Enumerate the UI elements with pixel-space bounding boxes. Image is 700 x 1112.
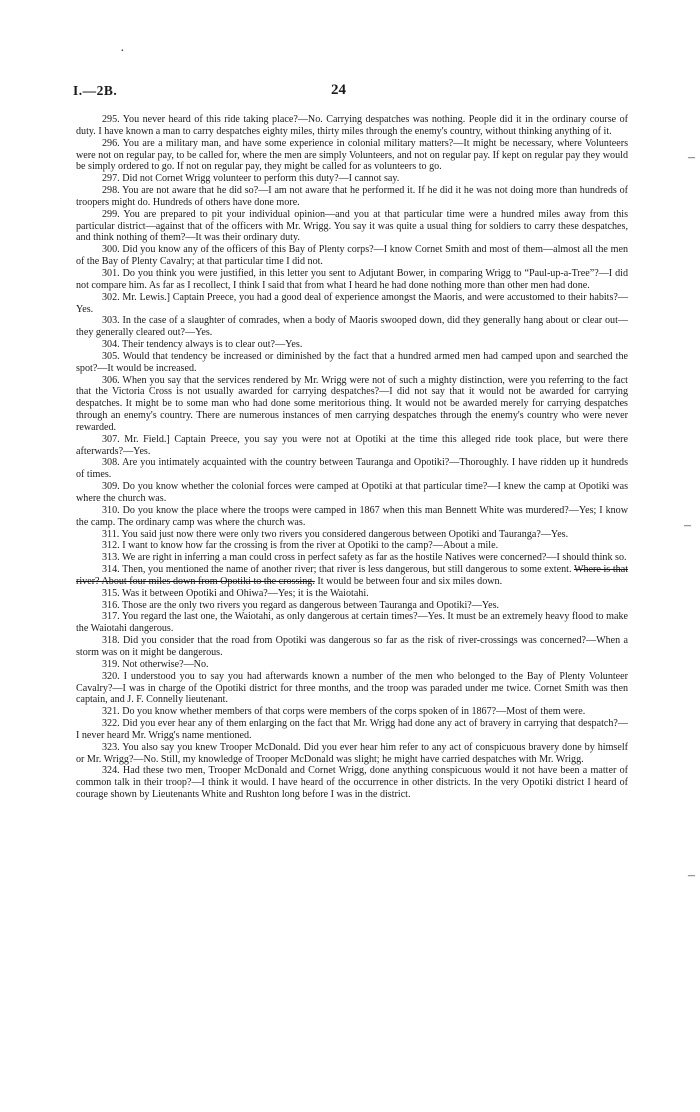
paragraph-301: 301. Do you think you were justified, in this letter you sent to Adjutant Bower, in comparing Wrigg to “Paul-up-a-Tree”?—I did not compare him. As far as I recollect, I think I said that from what I heard he had done nothing more than other men had done. — [76, 267, 628, 291]
margin-dash: – — [688, 868, 695, 883]
paragraph-314-text: 314. Then, you mentioned the name of another river; that river is less dangerous, but still dangerous to some extent. — [102, 564, 572, 576]
struck-through-text: Where is that river? About four miles down from Opotiki to the crossing. — [76, 564, 628, 587]
paragraph-320: 320. I understood you to say you had afterwards known a number of the men who belonged to the Bay of Plenty Volunteer Cavalry?—I was in charge of the Opotiki district for three months, and the troop was paraded under me twice. Cornet Smith was then captain, and J. F. Connelly lieutenant. — [76, 670, 628, 706]
paragraph-311: 311. You said just now there were only two rivers you considered dangerous between Opotiki and Tauranga?—Yes. — [102, 528, 569, 540]
paragraph-312: 312. I want to know how far the crossing is from the river at Opotiki to the camp?—About a mile. — [102, 540, 499, 552]
margin-dash: – — [684, 518, 691, 533]
paragraph-324: 324. Had these two men, Trooper McDonald and Cornet Wrigg, done anything conspicuous would it not have been a matter of common talk in their troop?—I think it would. I have heard of the occurrence in other districts. In the very Opotiki district I heard of courage shown by Lieutenants White and Rushton long before I was in the district. — [76, 765, 628, 801]
paragraph-299: 299. You are prepared to pit your individual opinion—and you at that particular time were a hundred miles away from this particular district—against that of the officers with Mr. Wrigg. You say it was quite a usual thing for soldiers to carry these despatches, and think nothing of them?—It was their ordinary duty. — [76, 208, 628, 244]
paragraph-319: 319. Not otherwise?—No. — [102, 658, 209, 670]
paragraph-318: 318. Did you consider that the road from Opotiki was dangerous so far as the risk of river-crossings was concerned?—When a storm was on it might be dangerous. — [76, 635, 628, 658]
paragraph-314-correction: It would be between four and six miles down. — [317, 575, 503, 587]
paragraph-307: 307. Mr. Field.] Captain Preece, you say you were not at Opotiki at the time this alleged ride took place, but were there afterwards?—Yes. — [76, 433, 628, 457]
series-label: I.—2B. — [73, 83, 118, 98]
paragraph-316: 316. Those are the only two rivers you regard as dangerous between Tauranga and Opotiki?—Yes. — [102, 599, 500, 611]
paragraph-304: 304. Their tendency always is to clear out?—Yes. — [102, 339, 303, 351]
paragraph-296: 296. You are a military man, and have some experience in colonial military matters?—It might be necessary, where Volunteers were not on regular pay, to be called for, where the men are simply Volunteers, and not on regular pay. If kept on regular pay they would be simply ordered to go. If not on regular pay, they might be called for as volunteers to go. — [76, 137, 628, 173]
paragraph-295: 295. You never heard of this ride taking place?—No. Carrying despatches was nothing. People did it in the ordinary course of duty. I have known a man to carry despatches eighty miles, thirty miles through the enemy's country, without thinking anything of it. — [76, 114, 628, 137]
paragraph-315: 315. Was it between Opotiki and Ohiwa?—Yes; it is the Waiotahi. — [102, 587, 369, 599]
paragraph-310: 310. Do you know the place where the troops were camped in 1867 when this man Bennett White was murdered?—Yes; I know the camp. The ordinary camp was where the church was. — [76, 504, 628, 528]
paragraph-323: 323. You also say you knew Trooper McDonald. Did you ever hear him refer to any act of conspicuous bravery done by himself or Mr. Wrigg?—No. Still, my knowledge of Trooper McDonald was slight; he might have carried despatches with Mr. Wrigg. — [76, 741, 628, 765]
margin-dot: · — [120, 44, 125, 59]
paragraph-313: 313. We are right in inferring a man could cross in perfect safety as far as the hostile Natives were concerned?—I should think so. — [102, 552, 627, 564]
paragraph-314 — [76, 564, 628, 588]
paragraph-302: 302. Mr. Lewis.] Captain Preece, you had a good deal of experience amongst the Maoris, and were accustomed to their habits?—Yes. — [76, 291, 628, 315]
paragraph-321: 321. Do you know whether members of that corps were members of the corps spoken of in 1867?—Most of them were. — [102, 706, 586, 718]
paragraph-306: 306. When you say that the services rendered by Mr. Wrigg were not of such a mighty distinction, were you referring to the fact that the Victoria Cross is not usually awarded for carrying despatches?—I did not say that it would not be awarded for carrying despatches. It might be to some man who had done some meritorious thing. It would not be awarded merely for carrying despatches through an enemy's country. There are numerous instances of men carrying despatches through the enemy's country who were never rewarded. — [76, 374, 628, 433]
paragraph-300: 300. Did you know any of the officers of this Bay of Plenty corps?—I know Cornet Smith and most of them—almost all the men of the Bay of Plenty Cavalry; at that particular time I did not. — [76, 244, 628, 268]
testimony-text — [76, 114, 628, 801]
margin-dash: – — [688, 150, 695, 165]
page-number: 24 — [331, 82, 346, 98]
paragraph-298: 298. You are not aware that he did so?—I am not aware that he performed it. If he did it he was not doing more than hundreds of troopers might do. Hundreds of others have done more. — [76, 185, 628, 208]
paragraph-303: 303. In the case of a slaughter of comrades, when a body of Maoris swooped down, did they generally hang about or clear out—they generally cleared out?—Yes. — [76, 315, 628, 339]
paragraph-305: 305. Would that tendency be increased or diminished by the fact that a hundred armed men had camped upon and searched the spot?—It would be increased. — [76, 350, 628, 374]
paragraph-297: 297. Did not Cornet Wrigg volunteer to perform this duty?—I cannot say. — [102, 173, 400, 185]
paragraph-322: 322. Did you ever hear any of them enlarging on the fact that Mr. Wrigg had done any act of bravery in carrying that despatch?—I never heard Mr. Wrigg's name mentioned. — [76, 718, 628, 741]
paragraph-317: 317. You regard the last one, the Waiotahi, as only dangerous at certain times?—Yes. It must be an extremely heavy flood to make the Waiotahi dangerous. — [76, 611, 628, 635]
paragraph-309: 309. Do you know whether the colonial forces were camped at Opotiki at that particular time?—I knew the camp at Opotiki was where the church was. — [76, 481, 628, 504]
paragraph-308: 308. Are you intimately acquainted with the country between Tauranga and Opotiki?—Thoroughly. I have ridden up it hundreds of times. — [76, 457, 628, 481]
